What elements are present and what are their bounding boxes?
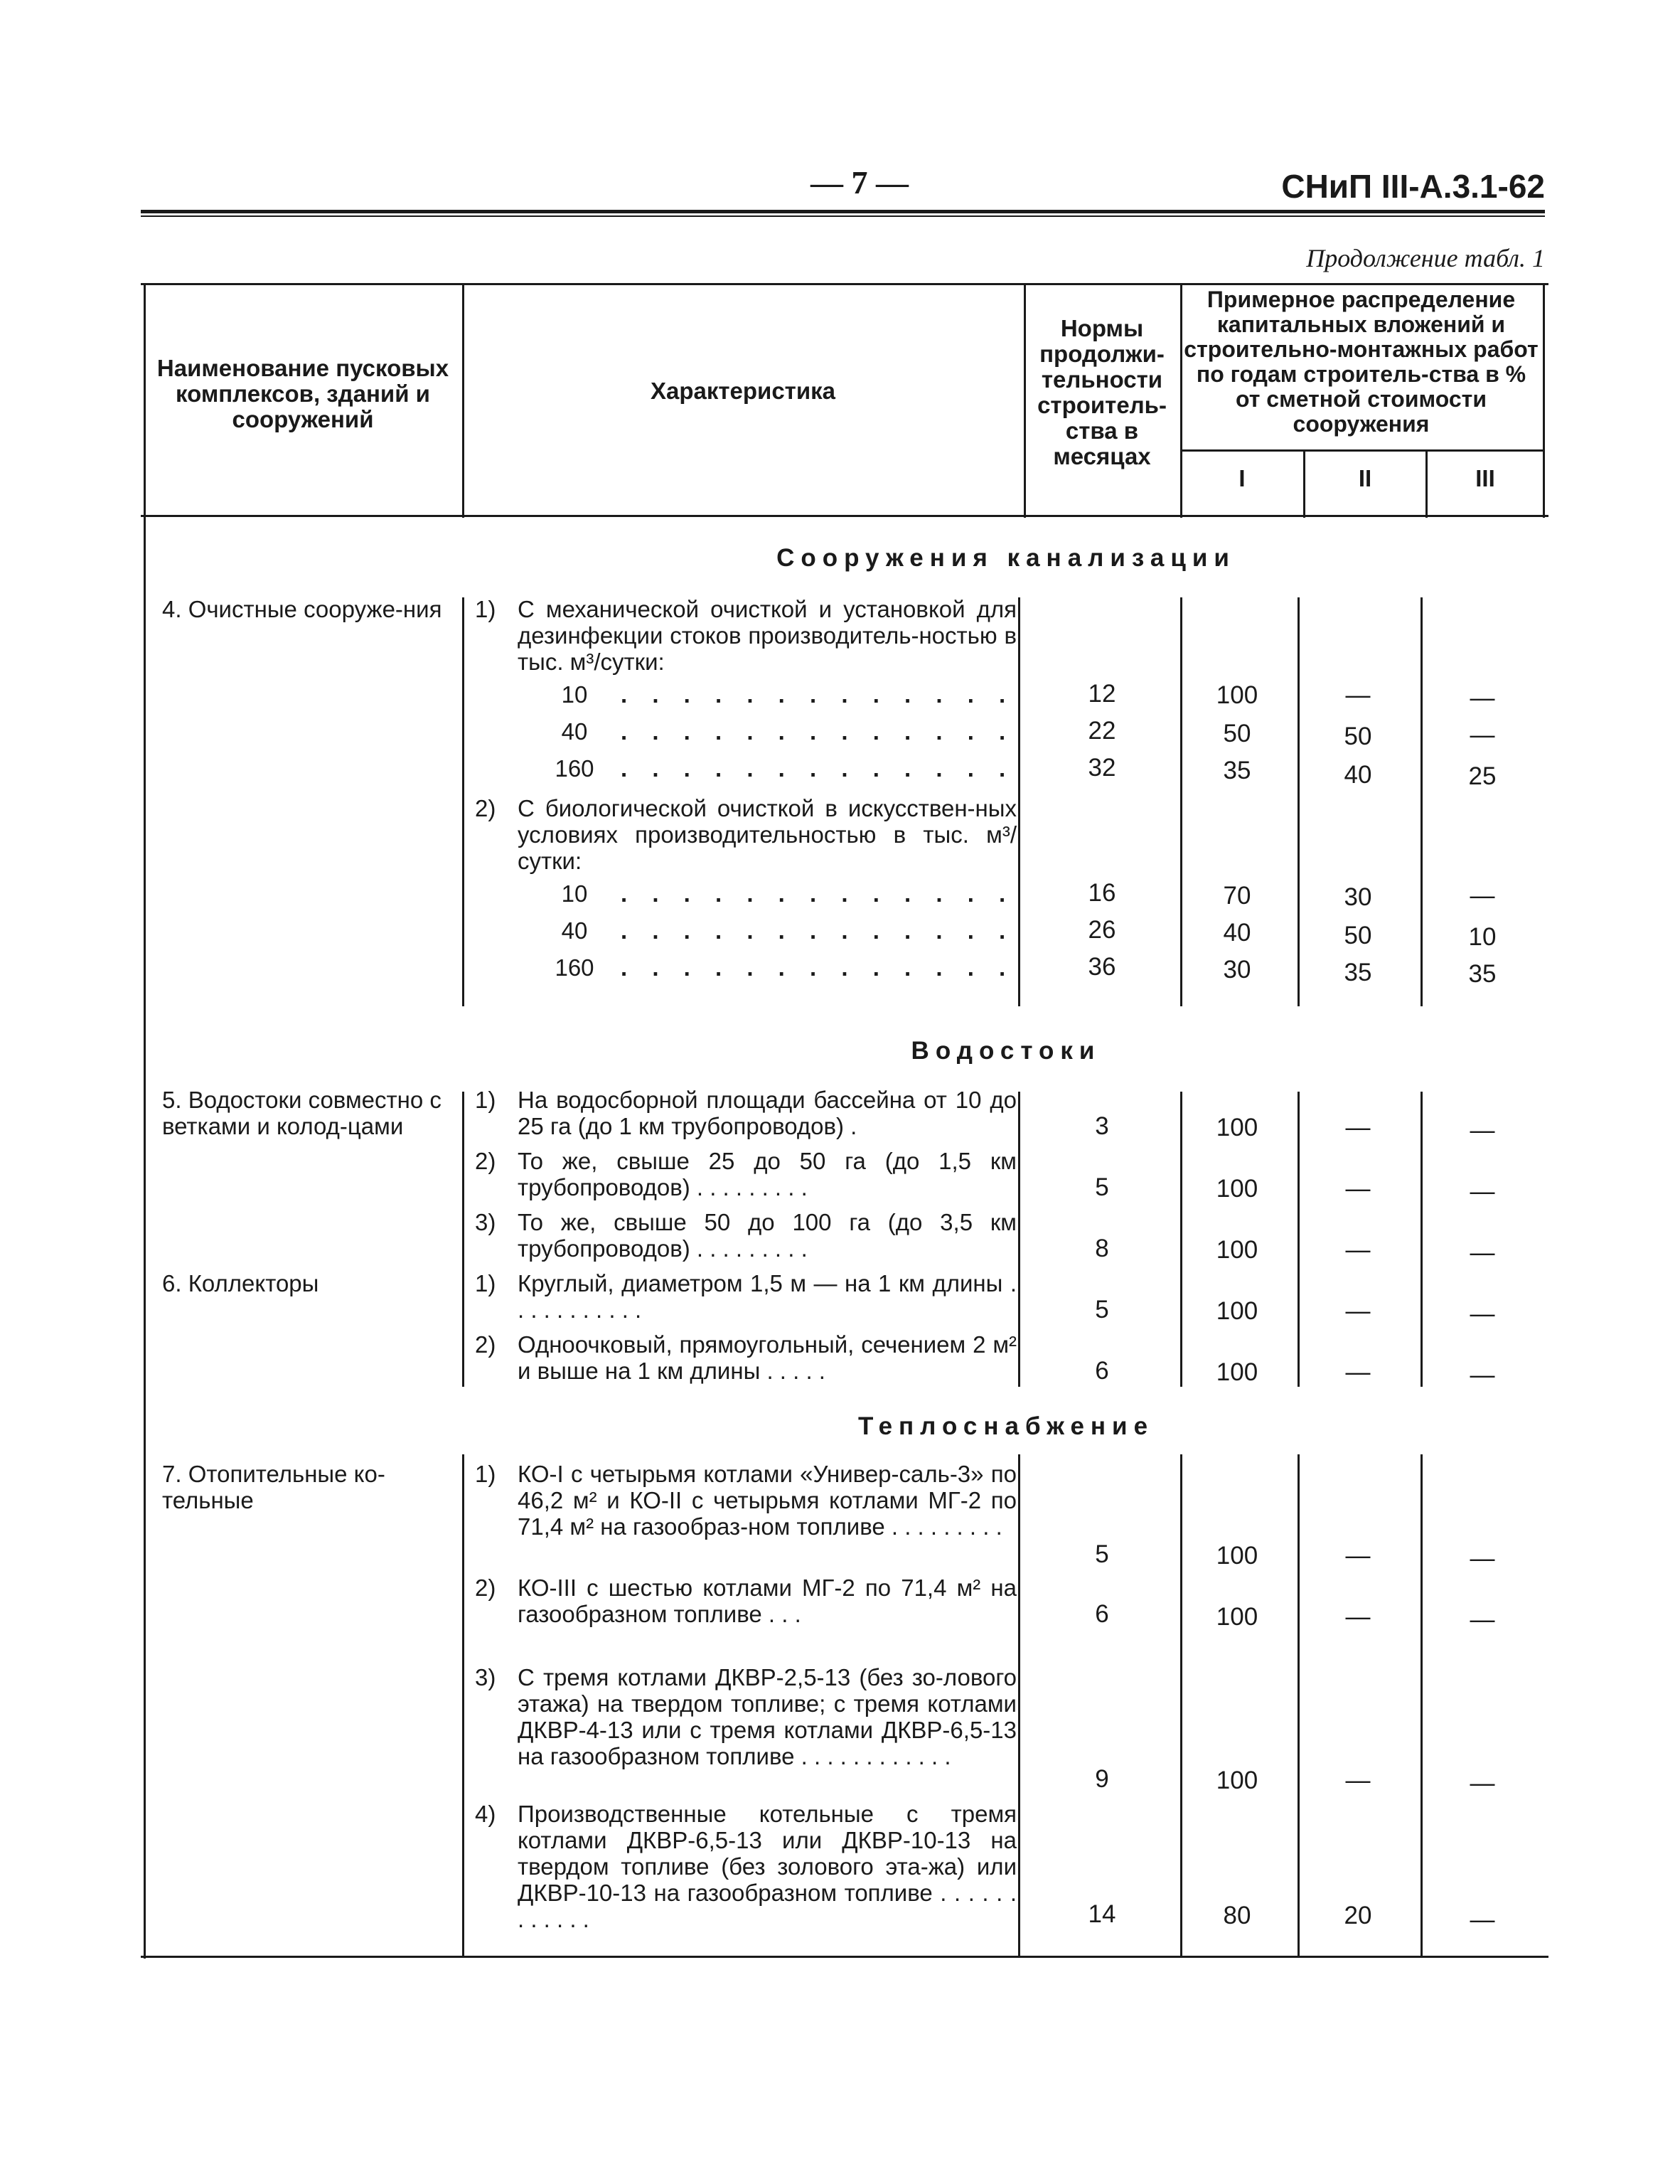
capacity-value: 160 [555,755,594,782]
table-bottom-rule [141,1956,1548,1958]
item-text: С биологической очисткой в искусствен-ных условиях производительностью в тыс. м³/сутки: [518,795,1017,874]
table-top-rule [141,283,1548,285]
year-1-value: 100 [1216,1175,1258,1203]
item-description [475,1461,1017,1540]
table-header-bottom-rule [141,515,1548,517]
year-1-value: 100 [1216,1767,1258,1794]
year-2-value: 30 [1344,883,1372,911]
item-text: КО-I с четырьмя котлами «Универ-саль-3» по 46,2 м² и КО-II с четырьмя котлами МГ-2 по 71,4 м² на газообраз-ном топливе . . . . . . . . . [518,1461,1017,1540]
item-text: С тремя котлами ДКВР-2,5-13 (без зо-лового этажа) на твердом топливе; с тремя котлами ДКВР-4-13 или с тремя котлами ДКВР-6,5-13 на газообразном топливе . . . . . . . . . . . . [518,1664,1017,1769]
norm-value: 16 [1088,879,1116,907]
year-3-value: — [1470,684,1495,712]
item-text: КО-III с шестью котлами МГ-2 по 71,4 м² на газообразном топливе . . . [518,1575,1017,1627]
header-year-1: I [1238,465,1246,491]
item-description [475,1270,1017,1323]
table-continuation-label: Продолжение табл. 1 [1306,244,1545,272]
norm-value: 12 [1088,680,1116,708]
item-number: 3) [475,1209,496,1235]
body-divider-char [1018,597,1020,1006]
item-number: 2) [475,1148,496,1174]
body-divider-norm [1180,597,1182,1006]
item-name: 7. Отопительные ко-тельные [162,1461,385,1513]
item-description [475,1087,1017,1139]
year-3-value: — [1470,1906,1495,1934]
year-1-value: 30 [1223,956,1251,984]
body-divider-y2-2 [1420,1092,1423,1387]
item-description [475,1575,1017,1627]
norm-value: 26 [1088,916,1116,944]
capacity-value: 40 [561,718,588,745]
item-text: На водосборной площади бассейна от 10 до 25 га (до 1 км трубопроводов) . [518,1087,1017,1139]
body-divider-y1-2 [1298,1092,1300,1387]
item-description [475,596,1017,675]
section-title: Сооружения канализации [776,544,1236,572]
item-description [475,1209,1017,1262]
item-number: 3) [475,1664,496,1690]
header-norm: Нормы продолжи-тельности строитель-ства в месяцах [1037,315,1167,469]
year-3-value: 35 [1468,960,1497,988]
item-name: 6. Коллекторы [162,1270,319,1296]
col-divider-7 [1543,283,1545,518]
item-number: 4) [475,1801,496,1827]
capacity-value: 10 [561,681,588,708]
year-1-value: 50 [1223,720,1251,747]
norm-value: 5 [1095,1296,1109,1323]
leader-dots: . . . . . . . . . . . . . [621,681,1015,708]
year-2-value: — [1345,1358,1371,1386]
item-text: То же, свыше 25 до 50 га (до 1,5 км трубопроводов) . . . . . . . . . [518,1148,1017,1200]
document-id: СНиП III-А.3.1-62 [1281,168,1545,205]
year-1-value: 100 [1216,1236,1258,1264]
item-name: 4. Очистные сооруже-ния [162,596,442,622]
header-year-2: II [1358,465,1372,491]
item-name: 5. Водостоки совместно с ветками и колод-цами [162,1087,442,1139]
year-2-value: 50 [1344,723,1372,750]
year-1-value: 100 [1216,1603,1258,1631]
header-rule [141,210,1545,213]
year-3-value: 10 [1468,923,1497,951]
body-divider-y2-3 [1420,1454,1423,1956]
norm-value: 32 [1088,754,1116,782]
col-divider-2 [462,283,464,518]
item-text: С механической очисткой и установкой для дезинфекции стоков производитель-ностью в тыс. м³/сутки: [518,596,1017,675]
body-divider-norm-2 [1180,1092,1182,1387]
norm-value: 6 [1095,1357,1109,1385]
year-3-value: — [1470,1361,1495,1389]
header-subrule [141,215,1545,217]
item-number: 1) [475,1461,496,1487]
section-title: Водостоки [911,1037,1101,1065]
year-3-value: 25 [1468,762,1497,790]
year-1-value: 35 [1223,757,1251,784]
item-description [475,1664,1017,1769]
body-divider-left [144,515,146,1959]
year-3-value: — [1470,1545,1495,1572]
capacity-value: 40 [561,917,588,944]
item-description [475,795,1017,874]
year-2-value: — [1345,1297,1371,1325]
body-divider-name [462,597,464,1006]
year-3-value: — [1470,1769,1495,1797]
item-number: 2) [475,1331,496,1358]
norm-value: 22 [1088,717,1116,745]
header-characteristic: Характеристика [650,378,836,404]
body-divider-y2 [1420,597,1423,1006]
body-divider-char-2 [1018,1092,1020,1387]
year-3-value: — [1470,721,1495,749]
norm-value: 8 [1095,1235,1109,1262]
norm-value: 3 [1095,1112,1109,1140]
year-2-value: 50 [1344,922,1372,949]
year-1-value: 70 [1223,882,1251,910]
body-divider-y1-3 [1298,1454,1300,1956]
year-1-value: 100 [1216,681,1258,709]
norm-value: 9 [1095,1765,1109,1793]
year-3-value: — [1470,1606,1495,1634]
body-divider-name-2 [462,1092,464,1387]
year-2-value: 35 [1344,959,1372,986]
body-divider-y1 [1298,597,1300,1006]
leader-dots: . . . . . . . . . . . . . [621,880,1015,907]
year-2-value: 40 [1344,761,1372,789]
norm-value: 36 [1088,953,1116,981]
item-number: 1) [475,596,496,622]
item-number: 1) [475,1087,496,1113]
body-divider-char-3 [1018,1454,1020,1956]
item-number: 2) [475,1575,496,1601]
year-1-value: 40 [1223,919,1251,947]
year-2-value: — [1345,1175,1371,1203]
year-3-value: — [1470,1239,1495,1267]
leader-dots: . . . . . . . . . . . . . [621,755,1015,782]
item-number: 1) [475,1270,496,1296]
section-title: Теплоснабжение [857,1412,1155,1440]
year-1-value: 100 [1216,1114,1258,1141]
norm-value: 5 [1095,1540,1109,1568]
norm-value: 14 [1088,1900,1116,1928]
body-divider-name-3 [462,1454,464,1956]
year-3-value: — [1470,1117,1495,1144]
year-2-value: — [1345,1767,1371,1794]
norm-value: 6 [1095,1600,1109,1628]
year-2-value: — [1345,1603,1371,1631]
norm-value: 5 [1095,1173,1109,1201]
item-text: Одноочковый, прямоугольный, сечением 2 м² и выше на 1 км длины . . . . . [518,1331,1017,1384]
item-text: Производственные котельные с тремя котлами ДКВР-6,5-13 или ДКВР-10-13 на твердом топливе (без золового эта-жа) или ДКВР-10-13 на газообразном топливе . . . . . . . . . . . . [518,1801,1017,1932]
header-year-3: III [1475,465,1495,491]
item-description [475,1148,1017,1200]
years-top-rule [1180,449,1543,452]
item-number: 2) [475,795,496,821]
year-2-value: — [1345,1236,1371,1264]
leader-dots: . . . . . . . . . . . . . [621,954,1015,981]
year-2-value: — [1345,681,1371,709]
year-2-value: — [1345,1542,1371,1570]
item-description [475,1801,1017,1932]
year-1-value: 80 [1223,1902,1251,1929]
item-text: То же, свыше 50 до 100 га (до 3,5 км трубопроводов) . . . . . . . . . [518,1209,1017,1262]
year-2-value: — [1345,1114,1371,1141]
leader-dots: . . . . . . . . . . . . . [621,917,1015,944]
item-description [475,1331,1017,1384]
year-3-value: — [1470,1300,1495,1328]
year-3-value: — [1470,882,1495,910]
col-divider-1 [144,283,146,518]
header-name: Наименование пусковых комплексов, зданий и сооружений [156,355,449,432]
capacity-value: 160 [555,954,594,981]
body-divider-norm-3 [1180,1454,1182,1956]
item-text: Круглый, диаметром 1,5 м — на 1 км длины . . . . . . . . . . . [518,1270,1017,1323]
capacity-value: 10 [561,880,588,907]
year-3-value: — [1470,1178,1495,1205]
year-1-value: 100 [1216,1358,1258,1386]
year-1-value: 100 [1216,1297,1258,1325]
page-number: — 7 — [810,164,909,201]
header-distribution: Примерное распределение капитальных вложений и строительно-монтажных работ по годам строитель-ства в % от сметной стоимости сооружения [1184,287,1539,437]
year-2-value: 20 [1344,1902,1372,1929]
leader-dots: . . . . . . . . . . . . . [621,718,1015,745]
year-1-value: 100 [1216,1542,1258,1570]
